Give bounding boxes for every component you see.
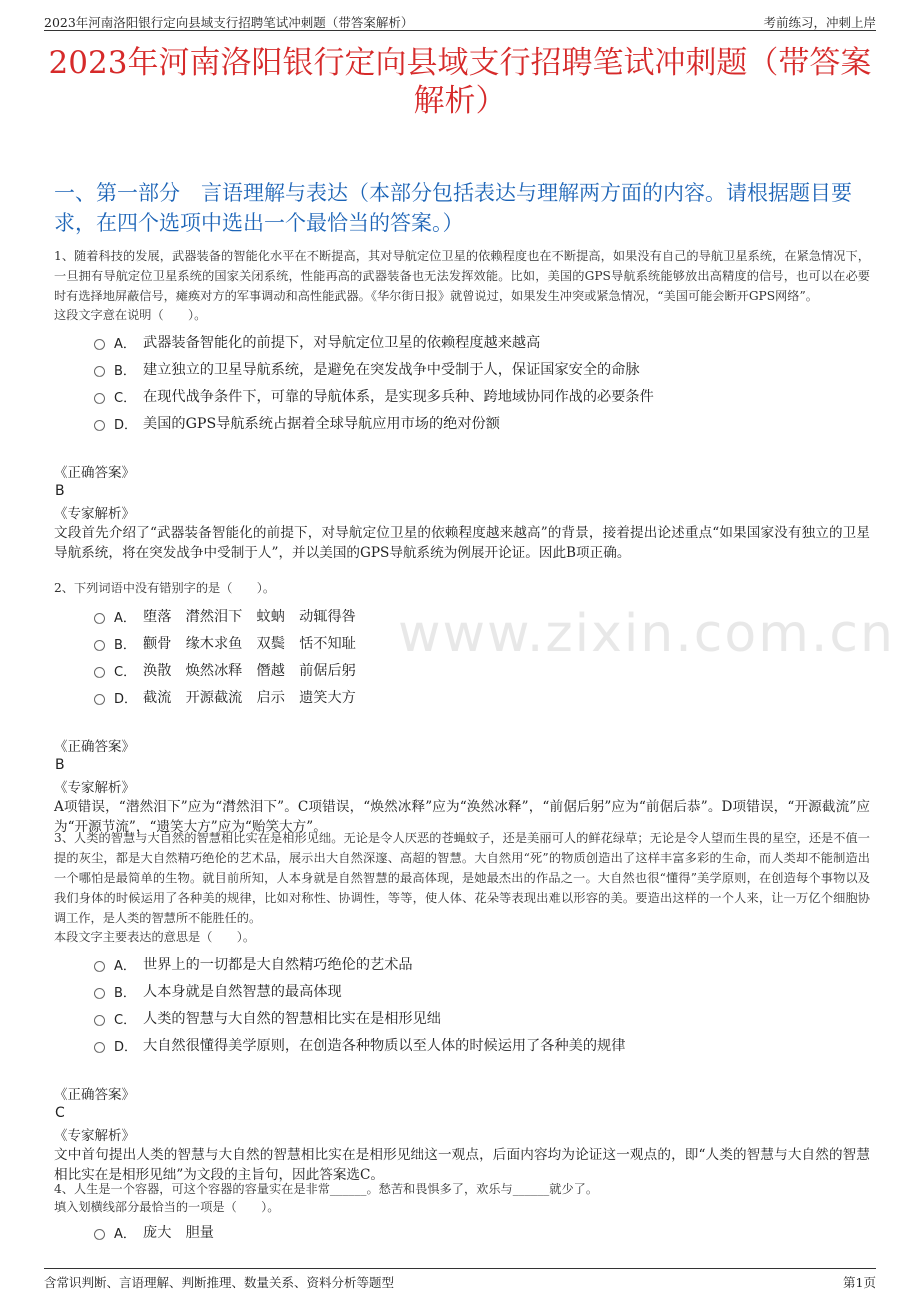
option-a[interactable] bbox=[54, 604, 870, 631]
radio-icon[interactable] bbox=[94, 366, 105, 377]
page-footer bbox=[44, 1268, 876, 1293]
radio-icon[interactable] bbox=[94, 961, 105, 972]
answer-label: 《正确答案》 bbox=[54, 465, 135, 481]
question-stem: 1、随着科技的发展，武器装备的智能化水平在不断提高，其对导航定位卫星的依赖程度也在不断提高，如果没有自己的导航卫星系统，在紧急情况下，一旦拥有导航定位卫星系统的国家关闭系统，性能再高的武器装备也无法发挥效能。比如，美国的GPS导航系统能够放出高精度的信号，也可以在必要时有选择地屏蔽信号，瘫痪对方的军事调动和高性能武器。《华尔街日报》就曾说过，如果发生冲突或紧急情况，“美国可能会断开GPS网络”。 bbox=[54, 249, 870, 303]
question-prompt: 这段文字意在说明（ ）。 bbox=[54, 308, 207, 322]
option-d[interactable] bbox=[54, 1033, 870, 1060]
option-list bbox=[54, 952, 870, 1060]
option-letter: A． bbox=[114, 1227, 136, 1242]
option-letter: B． bbox=[114, 986, 136, 1001]
option-text: 颧骨 缘木求鱼 双鬓 恬不知耻 bbox=[143, 636, 356, 652]
explanation-text: A项错误，“潜然泪下”应为“潸然泪下”。C项错误，“焕然冰释”应为“涣然冰释”，“前倨后躬”应为“前倨后恭”。D项错误，“开源截流”应为“开源节流”，“遗笑大方”应为“贻笑大方”。 bbox=[54, 799, 870, 835]
option-a[interactable] bbox=[54, 952, 870, 979]
option-text: 世界上的一切都是大自然精巧绝伦的艺术品 bbox=[143, 957, 413, 973]
question-3 bbox=[54, 828, 870, 1185]
option-b[interactable] bbox=[54, 631, 870, 658]
option-d[interactable] bbox=[54, 411, 870, 438]
explanation-label: 《专家解析》 bbox=[54, 1128, 135, 1144]
option-list bbox=[54, 604, 870, 712]
explanation-text: 文中首句提出人类的智慧与大自然的智慧相比实在是相形见绌这一观点，后面内容均为论证这一观点的，即“人类的智慧与大自然的智慧相比实在是相形见绌”为文段的主旨句，因此答案选C。 bbox=[54, 1147, 870, 1183]
radio-icon[interactable] bbox=[94, 667, 105, 678]
option-d[interactable] bbox=[54, 685, 870, 712]
question-4 bbox=[54, 1180, 870, 1247]
radio-icon[interactable] bbox=[94, 640, 105, 651]
option-letter: B． bbox=[114, 364, 136, 379]
explanation-label: 《专家解析》 bbox=[54, 506, 135, 522]
footer-note: 含常识判断、言语理解、判断推理、数量关系、资料分析等题型 bbox=[44, 1275, 395, 1290]
explanation-text: 文段首先介绍了“武器装备智能化的前提下，对导航定位卫星的依赖程度越来越高”的背景，接着提出论述重点“如果国家没有独立的卫星导航系统，将在突发战争中受制于人”，并以美国的GPS导航系统为例展开论证。因此B项正确。 bbox=[54, 525, 870, 561]
header-doc-title: 2023年河南洛阳银行定向县域支行招聘笔试冲刺题（带答案解析） bbox=[44, 15, 414, 30]
question-prompt: 填入划横线部分最恰当的一项是（ ）。 bbox=[54, 1200, 280, 1214]
option-a[interactable] bbox=[54, 1220, 870, 1247]
page-number: 第1页 bbox=[843, 1275, 876, 1290]
option-letter: D． bbox=[114, 418, 138, 433]
answer-value: C bbox=[55, 1105, 65, 1121]
answer-value: B bbox=[55, 757, 65, 773]
option-b[interactable] bbox=[54, 357, 870, 384]
answer-label: 《正确答案》 bbox=[54, 1087, 135, 1103]
explanation-label: 《专家解析》 bbox=[54, 780, 135, 796]
radio-icon[interactable] bbox=[94, 613, 105, 624]
option-text: 建立独立的卫星导航系统，是避免在突发战争中受制于人，保证国家安全的命脉 bbox=[143, 362, 640, 378]
option-b[interactable] bbox=[54, 979, 870, 1006]
option-letter: D． bbox=[114, 1040, 138, 1055]
question-stem: 3、人类的智慧与大自然的智慧相比实在是相形见绌。无论是令人厌恶的苍蝇蚊子，还是美丽可人的鲜花绿草；无论是令人望而生畏的星空，还是不值一提的灰尘，都是大自然精巧绝伦的艺术品，展示出大自然深邃、高超的智慧。大自然用“死”的物质创造出了这样丰富多彩的生命，而人类却不能制造出一个哪怕是最简单的生物。就目前所知，人本身就是自然智慧的最高体现，是她最杰出的作品之一。大自然也很“懂得”美学原则，在创造每个事物以及我们身体的时候运用了各种美的规律，比如对称性、协调性，等等，使人体、花朵等表现出难以形容的美。要造出这样的一个人来，让一万亿个细胞协调工作，是人类的智慧所不能胜任的。 bbox=[54, 831, 870, 925]
option-letter: A． bbox=[114, 337, 136, 352]
radio-icon[interactable] bbox=[94, 1042, 105, 1053]
option-text: 庞大 胆量 bbox=[143, 1225, 214, 1241]
option-a[interactable] bbox=[54, 330, 870, 357]
option-text: 截流 开源截流 启示 遗笑大方 bbox=[143, 690, 356, 706]
radio-icon[interactable] bbox=[94, 339, 105, 350]
option-c[interactable] bbox=[54, 658, 870, 685]
header-slogan: 考前练习，冲刺上岸 bbox=[763, 15, 876, 30]
option-list bbox=[54, 330, 870, 438]
question-1 bbox=[54, 246, 870, 563]
option-text: 涣散 焕然冰释 僭越 前倨后躬 bbox=[143, 663, 356, 679]
question-stem: 2、下列词语中没有错别字的是（ ）。 bbox=[54, 581, 276, 595]
option-text: 武器装备智能化的前提下，对导航定位卫星的依赖程度越来越高 bbox=[143, 335, 541, 351]
option-letter: B． bbox=[114, 638, 136, 653]
option-list bbox=[54, 1220, 870, 1247]
option-text: 人本身就是自然智慧的最高体现 bbox=[143, 984, 342, 1000]
option-text: 人类的智慧与大自然的智慧相比实在是相形见绌 bbox=[143, 1011, 441, 1027]
option-c[interactable] bbox=[54, 384, 870, 411]
option-c[interactable] bbox=[54, 1006, 870, 1033]
option-letter: C． bbox=[114, 391, 137, 406]
question-stem: 4、人生是一个容器，可这个容器的容量实在是非常______。愁苦和畏惧多了，欢乐与______就少了。 bbox=[54, 1182, 599, 1196]
radio-icon[interactable] bbox=[94, 393, 105, 404]
radio-icon[interactable] bbox=[94, 694, 105, 705]
option-letter: A． bbox=[114, 611, 136, 626]
option-text: 在现代战争条件下，可靠的导航体系，是实现多兵种、跨地域协同作战的必要条件 bbox=[143, 389, 654, 405]
answer-value: B bbox=[55, 483, 65, 499]
question-2 bbox=[54, 578, 870, 837]
section-heading: 一、第一部分 言语理解与表达（本部分包括表达与理解两方面的内容。请根据题目要求，在四个选项中选出一个最恰当的答案。） bbox=[54, 181, 852, 235]
option-letter: C． bbox=[114, 665, 137, 680]
radio-icon[interactable] bbox=[94, 1229, 105, 1240]
radio-icon[interactable] bbox=[94, 1015, 105, 1026]
question-prompt: 本段文字主要表达的意思是（ ）。 bbox=[54, 930, 256, 944]
option-letter: A． bbox=[114, 959, 136, 974]
answer-label: 《正确答案》 bbox=[54, 739, 135, 755]
document-title: 2023年河南洛阳银行定向县域支行招聘笔试冲刺题（带答案解析） bbox=[48, 45, 872, 119]
option-letter: D． bbox=[114, 692, 138, 707]
option-text: 美国的GPS导航系统占据着全球导航应用市场的绝对份额 bbox=[143, 416, 500, 432]
radio-icon[interactable] bbox=[94, 420, 105, 431]
option-text: 堕落 潸然泪下 蚊蚋 动辄得咎 bbox=[143, 609, 356, 625]
page-header bbox=[44, 10, 876, 31]
option-letter: C． bbox=[114, 1013, 137, 1028]
radio-icon[interactable] bbox=[94, 988, 105, 999]
option-text: 大自然很懂得美学原则，在创造各种物质以至人体的时候运用了各种美的规律 bbox=[143, 1038, 626, 1054]
watermark: www.zixin.com.cn bbox=[398, 604, 895, 664]
